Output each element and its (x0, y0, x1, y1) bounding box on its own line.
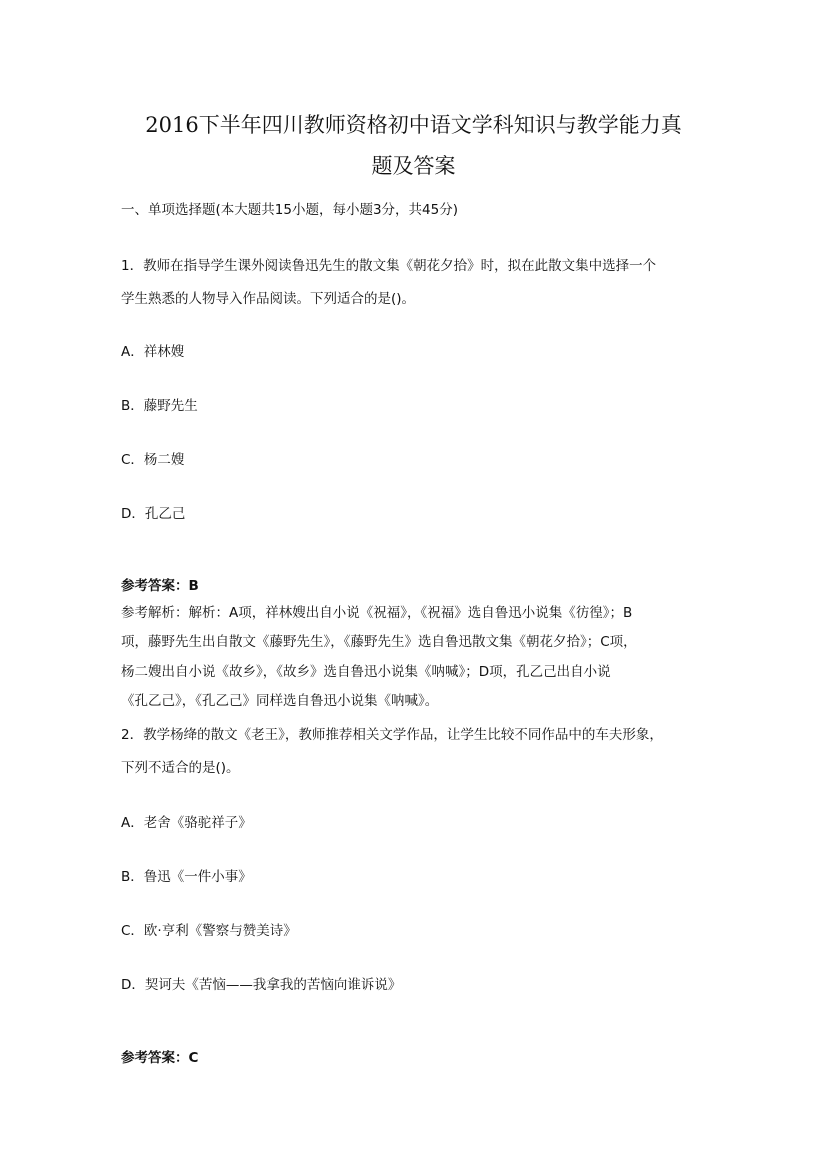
section-heading: 一、单项选择题(本大题共15小题，每小题3分，共45分) (121, 202, 458, 218)
analysis-line: 《孔乙己》，《孔乙己》同样选自鲁迅小说集《呐喊》。 (121, 693, 439, 709)
option-c: C．杨二嫂 (121, 452, 185, 468)
option-b: B．鲁迅《一件小事》 (121, 869, 252, 885)
analysis-line: 项，藤野先生出自散文《藤野先生》，《藤野先生》选自鲁迅散文集《朝花夕拾》；C项， (121, 634, 637, 650)
document-title-line-2: 题及答案 (371, 154, 456, 178)
question-stem: 2．教学杨绛的散文《老王》，教师推荐相关文学作品，让学生比较不同作品中的车夫形象， (121, 727, 663, 743)
analysis-line: 杨二嫂出自小说《故乡》，《故乡》选自鲁迅小说集《呐喊》；D项，孔乙己出自小说 (121, 664, 611, 680)
answer: 参考答案：C (121, 1050, 199, 1066)
option-c: C．欧·亨利《警察与赞美诗》 (121, 923, 297, 939)
option-a: A．祥林嫂 (121, 344, 185, 360)
question-stem: 下列不适合的是()。 (121, 760, 240, 776)
question-stem: 学生熟悉的人物导入作品阅读。下列适合的是()。 (121, 291, 416, 307)
answer: 参考答案：B (121, 578, 199, 594)
option-b: B．藤野先生 (121, 398, 198, 414)
question-stem: 1．教师在指导学生课外阅读鲁迅先生的散文集《朝花夕拾》时，拟在此散文集中选择一个 (121, 258, 657, 274)
option-d: D．契诃夫《苦恼——我拿我的苦恼向谁诉说》 (121, 977, 402, 993)
document-title-line-1: 2016下半年四川教师资格初中语文学科知识与教学能力真 (145, 113, 682, 137)
option-a: A．老舍《骆驼祥子》 (121, 815, 252, 831)
option-d: D．孔乙己 (121, 506, 186, 522)
analysis-line: 参考解析：解析：A项，祥林嫂出自小说《祝福》，《祝福》选自鲁迅小说集《彷徨》；B (121, 605, 633, 621)
